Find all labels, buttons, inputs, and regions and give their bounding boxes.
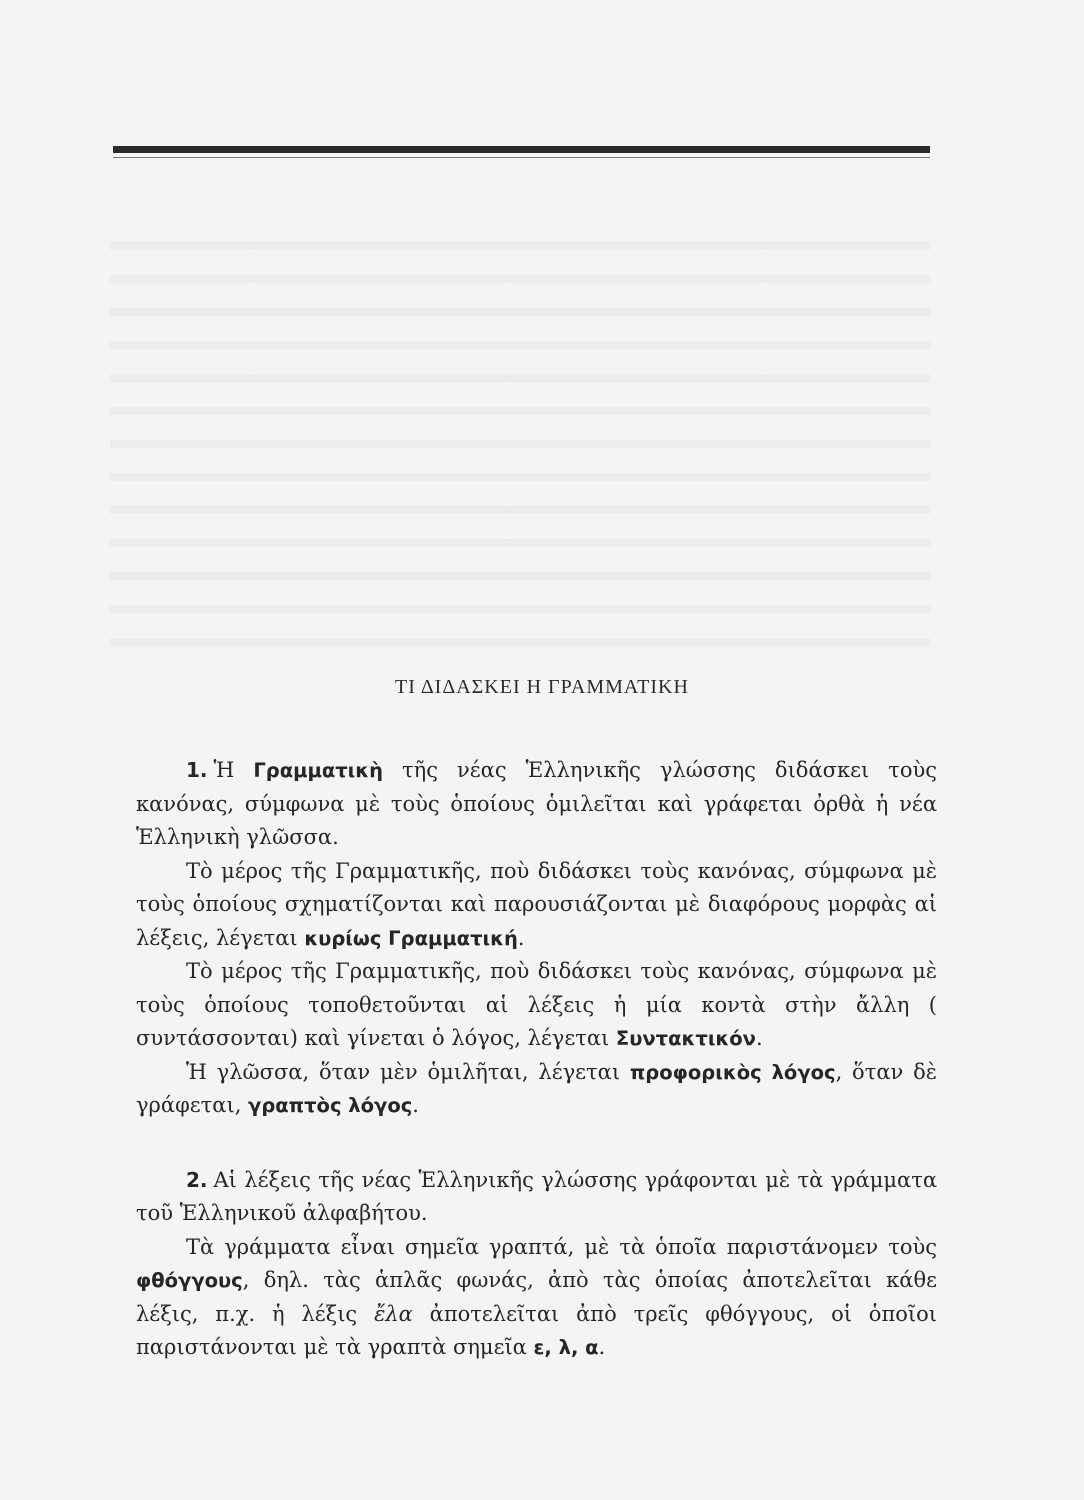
- text-run: .: [517, 925, 525, 950]
- text-run: , ὅταν δὲ γράφεται,: [136, 1059, 937, 1117]
- term-graptos-logos: γραπτὸς λόγος: [248, 1094, 413, 1117]
- bleed-through-texture: [110, 230, 930, 650]
- term-syntaktikon: Συντακτικόν: [615, 1027, 756, 1050]
- text-run: Ἡ: [213, 758, 254, 782]
- paragraph-1-4: [136, 1056, 937, 1123]
- text-run: Τὸ μέρος τῆς Γραμματικῆς, ποὺ διδάσκει τοὺς κανόνας, σύμφωνα μὲ τοὺς ὁποίους τοποθετοῦνται αἱ λέξεις ἡ μία κοντὰ στὴν ἄλλη ( συντάσσονται) καὶ γίνεται ὁ λόγος, λέγεται: [136, 959, 937, 1050]
- term-proforikos-logos: προφορικὸς λόγος: [629, 1060, 836, 1084]
- paragraph-1-3: [136, 955, 937, 1056]
- text-run: Αἱ λέξεις τῆς νέας Ἑλληνικῆς γλώσσης γράφονται μὲ τὰ γράμματα τοῦ Ἑλληνικοῦ ἀλφαβήτου.: [136, 1167, 937, 1225]
- paragraph-1-2: [136, 855, 937, 956]
- section-number-1: 1.: [186, 758, 208, 782]
- paragraph-1-1: [136, 754, 937, 855]
- header-rule-thin: [113, 157, 930, 158]
- header-rule-thick: [113, 146, 930, 153]
- term-grammatiki: Γραμματικὴ: [253, 759, 384, 782]
- text-run: .: [598, 1335, 606, 1359]
- body-text: [136, 754, 937, 1365]
- section-number-2: 2.: [186, 1167, 208, 1192]
- example-letters: ε, λ, α: [533, 1336, 599, 1359]
- text-run: , δηλ. τὰς ἁπλᾶς φωνάς, ἀπὸ τὰς ὁποίας ἀποτελεῖται κάθε λέξις, π.χ. ἡ λέξις: [136, 1268, 937, 1326]
- term-fthongous: φθόγγους: [136, 1269, 243, 1292]
- paragraph-2-1: [136, 1164, 937, 1231]
- text-run: ἀποτελεῖται ἀπὸ τρεῖς φθόγγους, οἱ ὁποῖοι παριστάνονται μὲ τὰ γραπτὰ σημεῖα: [136, 1301, 938, 1359]
- example-word: ἔλα: [374, 1301, 413, 1326]
- text-run: Τὰ γράμματα εἶναι σημεῖα γραπτά, μὲ τὰ ὁποῖα παριστάνομεν τοὺς: [186, 1234, 937, 1259]
- text-run: Τὸ μέρος τῆς Γραμματικῆς, ποὺ διδάσκει τοὺς κανόνας, σύμφωνα μὲ τοὺς ὁποίους σχηματίζονται καὶ παρουσιάζονται μὲ διαφόρους μορφὰς αἱ λέξεις, λέγεται: [136, 858, 937, 950]
- text-run: .: [755, 1026, 763, 1050]
- text-run: .: [412, 1093, 419, 1117]
- section-heading: ΤΙ ΔΙΔΑΣΚΕΙ Η ΓΡΑΜΜΑΤΙΚΗ: [395, 676, 689, 698]
- text-run: Ἡ γλῶσσα, ὅταν μὲν ὁμιλῆται, λέγεται: [186, 1059, 630, 1084]
- text-run: τῆς νέας Ἑλληνικῆς γλώσσης διδάσκει τοὺς κανόνας, σύμφωνα μὲ τοὺς ὁποίους ὁμιλεῖται καὶ γράφεται ὀρθὰ ἡ νέα Ἑλληνικὴ γλῶσσα.: [136, 758, 937, 849]
- term-kyrios-grammatiki: κυρίως Γραμματική: [304, 926, 518, 950]
- paragraph-2-2: [136, 1231, 937, 1365]
